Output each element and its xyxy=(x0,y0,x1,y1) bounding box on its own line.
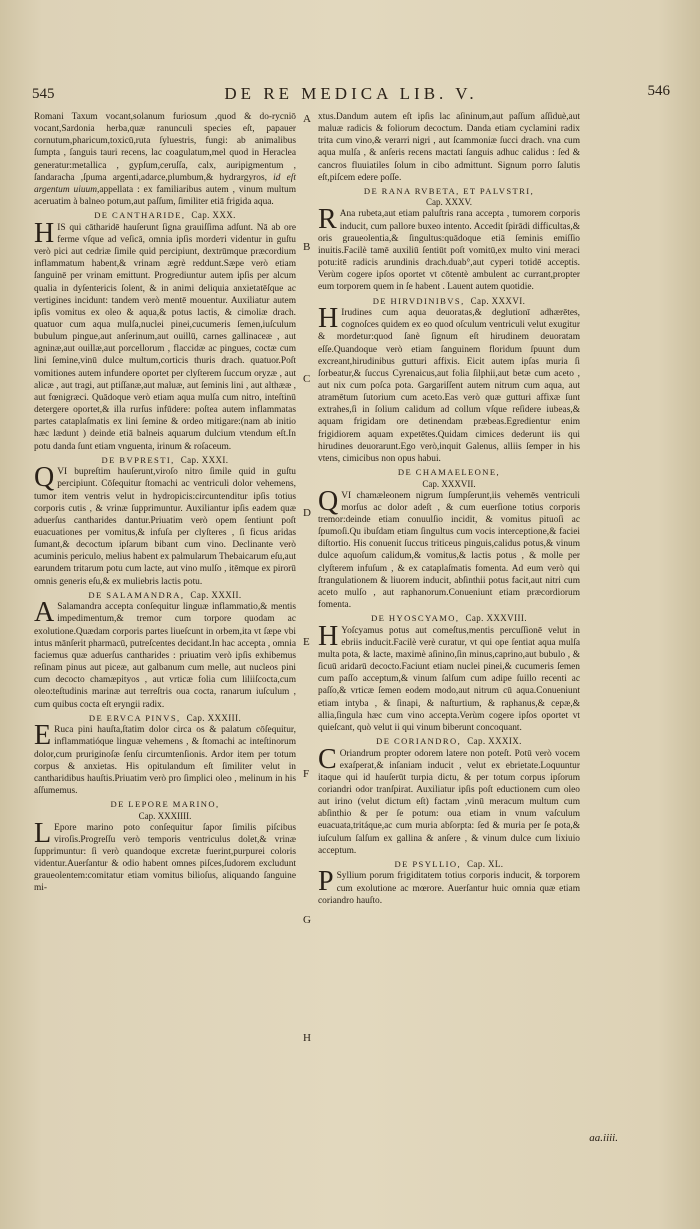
drop-cap: Q xyxy=(34,462,55,494)
section-text: Ruca pini hauſta,ſtatim dolor circa os & palatum cōſequitur, inflammatióque linguæ vehemens , & ſtomachi ac inteſtinorum dolor,cum pruriginoſæ ſenſu circumtenſionis. Ardor item per totum corpus & anxietas. His opitulandum eſt ſimiliter velut in cantharidibus hauſtis.Priuatim verò pro ſimplici oleo , melinum in his aſſumemus. xyxy=(34,725,296,796)
section-title-text: DE PSYLLIO, xyxy=(394,858,462,869)
section-title-text: DE SALAMANDRA, xyxy=(88,589,185,600)
chapter-label: Cap. XXXVII. xyxy=(422,478,476,489)
section-title-text: DE CANTHARIDE, xyxy=(94,210,186,221)
section-title-text: DE HIRVDINIBVS, xyxy=(372,295,465,306)
section-title-text: DE ERVCA PINVS, xyxy=(88,712,181,723)
section-body-cantharide xyxy=(34,217,296,453)
section-body-hyoscyamo xyxy=(318,620,580,734)
signature-mark: aa.iiii. xyxy=(589,1132,618,1144)
page-number-right: 546 xyxy=(647,83,670,99)
section-text: Syllium porum frigiditatem totius corporis inducit, & torporem cum exolutione ac mœrore. Auerſantur huic omnia quæ etiam coriandro hauſto. xyxy=(318,871,580,906)
right-column xyxy=(318,111,580,907)
chapter-label: Cap. XXXI. xyxy=(180,454,229,465)
margin-letter-f: F xyxy=(303,768,310,780)
section-title-psyllio xyxy=(318,859,580,871)
section-title-chamaeleone xyxy=(318,467,580,479)
margin-letter-g: G xyxy=(303,914,311,926)
chapter-label: Cap. XXX. xyxy=(191,210,236,221)
chapter-label: Cap. XL. xyxy=(467,858,504,869)
margin-letter-c: C xyxy=(303,373,311,385)
margin-letter-h: H xyxy=(303,1032,311,1044)
section-body-eruca-pinus xyxy=(34,720,296,797)
left-intro-paragraph xyxy=(34,111,296,208)
section-title-text: DE CHAMAELEONE, xyxy=(397,467,501,478)
section-body-lepore-marino xyxy=(34,817,296,895)
running-title: DE RE MEDICA LIB. V. xyxy=(224,84,478,103)
drop-cap: H xyxy=(318,620,339,652)
section-body-hirudinibus xyxy=(318,303,580,465)
drop-cap: P xyxy=(318,866,334,898)
section-body-rana xyxy=(318,204,580,293)
drop-cap: H xyxy=(318,303,339,335)
section-title-salamandra xyxy=(34,590,296,602)
chapter-label: Cap. XXXIIII. xyxy=(138,810,192,821)
chapter-label: Cap. XXXVIII. xyxy=(465,613,527,624)
section-body-chamaeleone xyxy=(318,485,580,612)
section-title-text: DE CORIANDRO, xyxy=(376,736,462,747)
left-intro-italic: id eſt argentum uiuum, xyxy=(34,172,297,195)
section-title-text: DE LEPORE MARINO, xyxy=(110,799,220,810)
section-text: Irudines cum aqua deuoratas,& deglutionī adhærētes, cognoſces quidem ex eo quod oſculum ventriculi velut exugitur & mordetur:quod ſanè ſignum eſt hirudinem deuoratam eſſe.Quandoque verò etiam ſanguinem floridum ſpuunt dum excreant,hirudinibus gutturi affixis. Eicit autem ipſas muria ſi ſorbeatur,& ſuccus Cyrenaicus,aut folia ſilphii,aut betæ cum aceto , aut nix cum poſca pota. Gargariſſent autem nitrum cum aqua, aut atramētum ſutorium cum aceto.Eas verò quæ gutturi affixæ ſunt extrahes,ſi in ſolium calidum ad collum vſque reſidere iubeas,& aquam frigidam ore detinendam præbeas.Egredientur enim frigidiorem aquam expetētes.Quidam cimices dederunt iis qui hirudines deuorarunt.Ego verò,inquit Galenus, alliis ſemper in his vtens, cimicibus non opus habui. xyxy=(318,308,580,464)
section-body-buprestis xyxy=(34,462,296,588)
section-title-cantharide xyxy=(34,210,296,222)
chapter-label: Cap. XXXII. xyxy=(190,589,242,600)
margin-letter-a: A xyxy=(303,113,311,125)
section-body-psyllio xyxy=(318,866,580,906)
section-title-eruca-pinus xyxy=(34,713,296,725)
left-intro-end: appellata : ex familiaribus autem , vinum multum aceruatim à balneo potum,aut paſſum, ſimiliter etiā frigida aqua. xyxy=(34,184,296,208)
drop-cap: Q xyxy=(318,485,339,517)
chapter-label: Cap. XXXIX. xyxy=(467,736,522,747)
section-text: Epore marino poto conſequitur ſapor ſimilis piſcibus viroſis.Progreſſu verò temporis ventriculus dolet,& vrinæ ſupprimuntur: ſi verò quandoque excretæ fuerint,purpurei coloris videntur.Auerſantur & odio habent omnes piſces,ſudorem excludunt graueolentem:comitatur etiam vomitus bilioſus, aliquando ſanguine mi- xyxy=(34,822,296,894)
section-text: Salamandra accepta conſequitur linguæ inflammatio,& mentis impedimentum,& tremor cum torpore quodam ac exolutione.Quædam corporis partes liueſcunt in orbem,ita vt ſæpe vbi intus mānſerit pharmacū, putreſcentes decidant.In hac accepta , omnia faciemus quæ aduerſus cantharides : priuatim verò ipſis exhibemus reſinam pinus aut piceæ, aut galbanum cum melle, aut nucleos pini cum decocto chamæpityos , aut vrticæ folia cum liliiſcocta,cum oleo:teſtudinis marinæ aut terreſtris oua cocta, ranarum iuſculum , cum quibus cocta eſt eryngii radix. xyxy=(34,602,296,710)
left-intro-text: Romani Taxum vocant,solanum furiosum ,quod & do-rycniō vocant,Sardonia herba,quæ ranunculi species eſt, papauer cornutum,pharicum,toxicū,ruta ſyluestris, fungi: ab animalibus ſumpta , ſanguis tauri recens, lac coagulatum,mel quod in Heraclea generatur:metallica , gypſum,ceruſſa, calx, auripigmentum , ſandaracha ,ſpuma argenti,adarce,plumbum,& hydrargyros, xyxy=(34,112,296,183)
drop-cap: C xyxy=(318,743,337,775)
drop-cap: H xyxy=(34,217,55,249)
margin-letter-b: B xyxy=(303,241,311,253)
page-header xyxy=(32,83,670,108)
left-column xyxy=(34,111,296,895)
section-body-salamandra xyxy=(34,597,296,710)
drop-cap: R xyxy=(318,204,337,236)
right-intro-paragraph: xtus.Dandum autem eſt ipſis lac aſininum,aut paſſum aſſiduè,aut maluæ radicis & foliorum decoctum. Danda etiam cyclamini radix trita cum vino,& verarri nigri , aut ſcammoniæ ſucci drach. vna cum aqua mulſa , & anſeris recens mactati ſanguis adhuc calidus : ſed & cancros fluuiatiles ſolum in cibo admittunt. Signum porro ſalutis eſt,piſcem edere poſſe. xyxy=(318,112,580,183)
section-text: IS qui cātharidē hauſerunt ſigna grauiſſima adſunt. Nā ab ore ferme vſque ad veſicā, omnia ipſis mordeті videntur in guſtu verò pici aut cedriæ ſimile quid percipiunt, dextrūmque præcordium inflammatum habent,& vrinam ægrè reddunt.Sæpe verò etiam ſanguinē per vrinam emittunt. Progrediuntur autem ipſis per alcum qualia in dyſentericis ſolent, & in animi deliquia anxietatēſque ac vertigines incidunt: tandem verò mentē mouentur. Auxiliatur autem ipſis vomitus ex oleo & aqua,& potus lactis, & cimoliæ drach. quatuor cum aqua mulſa,nuclei pinei,cucumeris ſemen,iuſculum bubulum pingue,aut anſerinum,aut ouillū, carnes gallinaceæ , aut agninæ,aut ouillæ,aut porcellorum , flaccidæ ac pingues, coctæ cum lini ſemine,vinū dulce multum,corticis thuris drach. quatuor.Poſt vomitiones autem infundere oportet per clyſterem ſuccum oryzæ , aut alicæ , aut tragi, aut ptiſſanæ,aut maluæ, aut ſeminis lini , aut althææ , aut fœnigræci. Quādoque verò etiam aqua mulſa cum nitro, inteſtinū detergere oportet,& illa rurſus infūdere: poſtea autem inflammatas partes cataplaſmatis ex lini ſemine & ordeo mitigare:(nam ab initio hæc lædunt ) deinde etiā balneis aquarum dulcium vtendum eſt.In potu danda ſunt etiam vnguenta, irinum & roſaceum. xyxy=(34,222,296,452)
section-body-coriandro xyxy=(318,743,580,857)
chapter-label: Cap. XXXV. xyxy=(425,197,473,208)
section-text: VI bupreſtim hauſerunt,viroſo nitro ſimile quid in guſtu percipiunt. Cōſequitur ſtomachi ac ventriculi dolor vehemens, tumor item ventris velut in hydropicis:circuntenditur ipſis totius corporis cutis , & vrinæ ſupprimuntur. Auxiliantur ipſis eadem quæ aduerſus cantharides dantur.Priuatim verò opem ſentiunt poſt euacuationes per vomitus,& infuſa per clyſteres , ſi ficus aridas ſumant,& decoctum ipſarum bibant cum vino. Declinante verò acuminis periculo, melius habent ex palmularum Thebaicarum eſu,aut earundem tritarum potu cum lacte, aut vino mulſo , itēmque ex pirorū omnis generis eſu,& ex muliebris lactis potu. xyxy=(34,467,296,587)
section-text: VI chamæleonem nigrum ſumpſerunt,iis vehemēs ventriculi morſus ac dolor adeſt , & cum euerſione totius corporis tremor:deinde etiam conuulſio incidit, & vomitus pituoſi ac ſpumoſi.Qu ibuſdam etiam ſingultus cum vocis interceptione,& faciei diſtortio. His conuenit ſuccus triticeus pinguis,calidus potus,& vinum dulce aquoſum calidum,& vomitus,& lactis potus , & molle per clyſterem infuſum , & ex cataplaſmatis fomenta. Ad eum verò qui ſtrangulationem & liuorem inducit, abſinthii potus facit,aut nitri cum aceto mulſo , aut raphanorum.Conueniunt etiam præcordiorum fomenta. xyxy=(318,490,580,610)
section-title-text: DE HYOSCYAMO, xyxy=(371,613,460,624)
section-title-buprestis xyxy=(34,455,296,467)
section-text: Ana rubeta,aut etiam paluſtris rana accepta , tumorem corporis inducit, cum pallore buxeo intento. Accedit ſpirādi difficultas,& oris graueolentia,& ſingultus:quādoque etiā ſeminis emiſſio inuitis.Facilè tamē auxiliū ſentiūt poſt vomitū,ex multo vini meraci potu:itē radicis arundinis drach.duab°,aut cyperi totidē acceptis. Verùm cogere ipſos oportet vt cōtentè ambulent ac currant,propter eum torporem quem in ſe habent . Lauent autem quotidie. xyxy=(318,209,580,293)
drop-cap: E xyxy=(34,720,52,752)
page-number-left: 545 xyxy=(32,86,55,102)
chapter-label: Cap. XXXIII. xyxy=(186,712,242,723)
section-title-text: DE BVPRESTI, xyxy=(101,454,175,465)
section-title-hirudinibus xyxy=(318,296,580,308)
drop-cap: A xyxy=(34,597,55,629)
section-text: Yoſcyamus potus aut comeſtus,mentis percuſſionē velut in ebriis inducit.Facilè verè curatur, vt qui ope ſentiat aqua mulſa multa pota, & lacte, maximè aſinino,ſin minus,caprino,aut bubulo , & ſicuū aridarū decocto.Faciunt etiam nuclei pinei,& cucumeris ſemen cum paſſo acceptum,& vinum ſalſum cum adipe ſuillo recenti ac paſſo,& vrticæ ſemen eodem modo,aut nitrum cū aqua.Conueniunt etiam intyba , & ſinapi, & naſturtium, & raphanus,& cepæ,& allia,ſingula hæc cum vino accepta.Verùm cogere ipſos oportet vt quieſcant, quò velut ii qui vinum biberunt concoquant. xyxy=(318,625,580,733)
drop-cap: L xyxy=(34,817,52,849)
margin-letter-d: D xyxy=(303,507,311,519)
section-text: Oriandrum propter odorem latere non poteſt. Potū verò vocem exaſperat,& inſaniam inducit , velut ex ebrietate.Loquuntur itaque qui id hauſerūt turpia dictu, & per totum corpus ipſorum coriandri odor tranſpirat. Auxiliatur ipſis poſt eductionem cum oleo aut irino (velut dictum eſt) factam ,vinū meracum multum cum abſinthio & per ſe potum: oua etiam in vnum vaſculum euacuata,tritáque,ac cum muria abſorpta: ſed & muria per ſe pota,& iuſculum ſalſum ex gallina & anſere , & vinum dulce cum lixiuio acceptum. xyxy=(318,748,580,856)
section-title-text: DE RANA RVBETA, ET PALVSTRI, xyxy=(363,185,535,196)
section-title-lepore-marino xyxy=(34,799,296,811)
section-title-coriandro xyxy=(318,736,580,748)
margin-letter-e: E xyxy=(303,636,310,648)
chapter-label: Cap. XXXVI. xyxy=(470,295,526,306)
section-title-hyoscyamo xyxy=(318,613,580,625)
section-title-rana xyxy=(318,186,580,198)
